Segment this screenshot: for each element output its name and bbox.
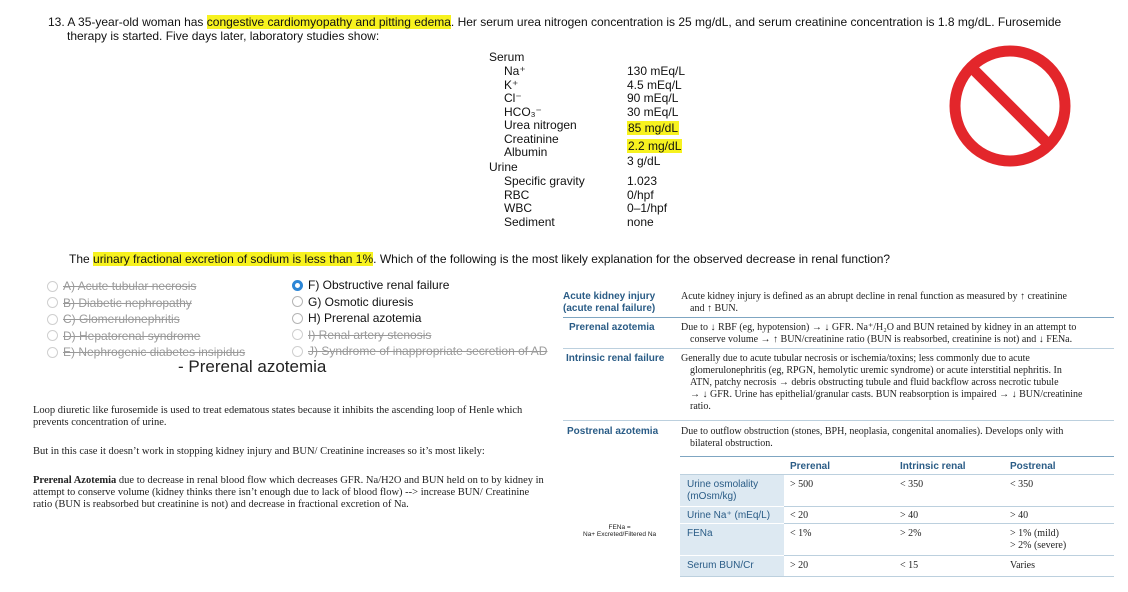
option-b[interactable]: B) Diabetic nephropathy (47, 295, 245, 312)
table-row-label: FENa (687, 528, 713, 539)
answer-note: - Prerenal azotemia (178, 357, 327, 376)
table-cell: < 1% (790, 528, 812, 539)
option-h[interactable]: H) Prerenal azotemia (292, 310, 547, 327)
options-right (292, 277, 547, 360)
option-i[interactable]: I) Renal artery stenosis (292, 327, 547, 344)
urine-labels (504, 175, 585, 229)
lab-label: Cl⁻ (504, 91, 522, 105)
option-c[interactable]: C) Glomerulonephritis (47, 311, 245, 328)
question-prompt: The urinary fractional excretion of sodium is less than 1%. Which of the following is the most likely explanation for the observed decrease in renal function? (69, 252, 891, 266)
serum-heading: Serum (489, 50, 525, 64)
table-rule (784, 555, 1114, 556)
urea-nitrogen-value: 85 mg/dL (628, 121, 679, 135)
prohibition-icon (948, 44, 1072, 168)
ref-postrenal-heading: Postrenal azotemia (567, 426, 659, 437)
radio-icon[interactable] (292, 346, 303, 357)
option-d[interactable]: D) Hepatorenal syndrome (47, 328, 245, 345)
ref-prerenal-heading: Prerenal azotemia (569, 322, 655, 333)
ref-aki-text: Acute kidney injury is defined as an abrupt decline in renal function as measured by ↑ creatinine and ↑ BUN. (681, 291, 1067, 314)
table-cell: < 20 (790, 510, 809, 521)
table-cell: > 1% (mild) > 2% (severe) (1010, 528, 1067, 551)
radio-icon[interactable] (47, 297, 58, 308)
ref-intrinsic-heading: Intrinsic renal failure (566, 353, 665, 364)
lab-label: WBC (504, 201, 532, 215)
overflow-mask (555, 340, 565, 362)
ref-divider (563, 348, 1114, 349)
table-col-prerenal: Prerenal (790, 461, 831, 472)
table-cell: < 15 (900, 560, 919, 571)
ref-intrinsic-text: Generally due to acute tubular necrosis or ischemia/toxins; less commonly due to acute glomerulonephritis (eg, RPGN, hemolytic uremic syndrome) or acute interstitial nephritis. In ATN, patchy necrosis → debris obstructing tubule and fluid backflow across necrotic tubule → ↓ GFR. Urine has epithelial/granular casts. BUN reabsorption is impaired → ↓ BUN/creatinine ratio. (681, 353, 1083, 412)
urine-heading: Urine (489, 160, 518, 174)
radio-icon[interactable] (47, 347, 58, 358)
ref-postrenal-text: Due to outflow obstruction (stones, BPH, neoplasia, congenital anomalies). Develops only with bilateral obstruction. (681, 426, 1064, 449)
table-row-label: Urine Na⁺ (mEq/L) (687, 510, 771, 521)
table-cell: > 2% (900, 528, 922, 539)
lab-value: 4.5 mEq/L (627, 77, 682, 92)
table-top-rule (680, 456, 1114, 457)
option-f[interactable]: F) Obstructive renal failure (292, 277, 547, 294)
creatinine-value: 2.2 mg/dL (628, 139, 682, 153)
lab-value: 1.023 (627, 174, 658, 188)
table-cell: > 500 (790, 479, 814, 490)
option-j[interactable]: J) Syndrome of inappropriate secretion of AD (292, 343, 547, 360)
highlight-fena: urinary fractional excretion of sodium is less than 1% (93, 252, 374, 266)
lab-label: Specific gravity (504, 174, 585, 188)
option-a[interactable]: A) Acute tubular necrosis (47, 278, 245, 295)
table-cell: < 350 (1010, 479, 1034, 490)
ref-divider (563, 420, 1114, 421)
option-g[interactable]: G) Osmotic diuresis (292, 294, 547, 311)
ref-aki-heading: Acute kidney injury (acute renal failure) (563, 291, 656, 314)
table-cell: < 350 (900, 479, 924, 490)
table-cell: Varies (1010, 560, 1035, 571)
question-line-1: 13. A 35-year-old woman has congestive cardiomyopathy and pitting edema. Her serum urea nitrogen concentration is 25 mg/dL, and serum creatinine concentration is 1.8 mg/dL. Furosemide (48, 15, 1062, 29)
lab-label: Creatinine (504, 131, 559, 146)
radio-icon[interactable] (47, 281, 58, 292)
lab-value: 0/hpf (627, 187, 654, 202)
serum-values (627, 65, 685, 169)
explanation-p2: But in this case it doesn’t work in stopping kidney injury and BUN/ Creatinine increases so it’s most likely: (33, 446, 485, 457)
table-col-postrenal: Postrenal (1010, 461, 1056, 472)
table-rule (784, 506, 1114, 507)
question-line-2: therapy is started. Five days later, laboratory studies show: (67, 29, 380, 43)
lab-value: 30 mEq/L (627, 104, 679, 119)
radio-icon[interactable] (47, 314, 58, 325)
urine-values (627, 175, 667, 229)
lab-label: Na⁺ (504, 64, 526, 78)
table-cell: > 20 (790, 560, 809, 571)
table-col-intrinsic: Intrinsic renal (900, 461, 966, 472)
option-e[interactable]: E) Nephrogenic diabetes insipidus (47, 344, 245, 361)
question-number: 13. (48, 15, 65, 29)
table-cell: > 40 (1010, 510, 1029, 521)
lab-value: 90 mEq/L (627, 91, 679, 105)
lab-value: none (627, 214, 654, 229)
ref-prerenal-text: Due to ↓ RBF (eg, hypotension) → ↓ GFR. Na⁺/H₂O and BUN retained by kidney in an attempt to conserve volume → ↑ BUN/creatinine ratio (BUN is reabsorbed, creatinine is not) and ↓ FENa. (681, 322, 1077, 345)
fena-formula: FENa = Na+ Excreted/Filtered Na (583, 524, 657, 538)
lab-value: 130 mEq/L (627, 64, 686, 78)
table-cell: > 40 (900, 510, 919, 521)
radio-icon[interactable] (292, 329, 303, 340)
lab-label: RBC (504, 187, 530, 202)
radio-icon[interactable] (292, 313, 303, 324)
explanation-p1: Loop diuretic like furosemide is used to treat edematous states because it inhibits the ascending loop of Henle which prevents concentration of urine. (33, 405, 523, 428)
lab-label: K⁺ (504, 77, 519, 92)
lab-value: 0–1/hpf (627, 201, 668, 215)
lab-label: Urea nitrogen (504, 118, 577, 132)
ref-divider (563, 317, 1114, 318)
table-rule (784, 523, 1114, 524)
lab-label: Albumin (504, 145, 548, 159)
highlight-cardiomyopathy: congestive cardiomyopathy and pitting edema (206, 15, 451, 29)
lab-label: HCO₃⁻ (504, 104, 542, 119)
radio-icon[interactable] (47, 330, 58, 341)
lab-label: Sediment (504, 214, 555, 229)
table-rule (680, 474, 1114, 475)
explanation-p3: Prerenal Azotemia due to decrease in renal blood flow which decreases GFR. Na/H2O and BUN held on to by kidney in attempt to conserve volume (kidney thinks there isn’t enough due to lack of blood flow) --> increase BUN/ Creatinine ratio (BUN is reabsorbed but creatinine is not) and decrease in fractional excretion of Na. (33, 475, 544, 510)
radio-icon[interactable] (292, 296, 303, 307)
options-left (47, 278, 245, 361)
serum-labels (504, 65, 577, 160)
table-row-label: Serum BUN/Cr (687, 560, 754, 571)
table-row-label: Urine osmolality (mOsm/kg) (687, 479, 759, 502)
table-bottom-rule (680, 576, 1114, 577)
lab-value: 3 g/dL (627, 154, 661, 168)
radio-selected-icon[interactable] (292, 280, 303, 291)
